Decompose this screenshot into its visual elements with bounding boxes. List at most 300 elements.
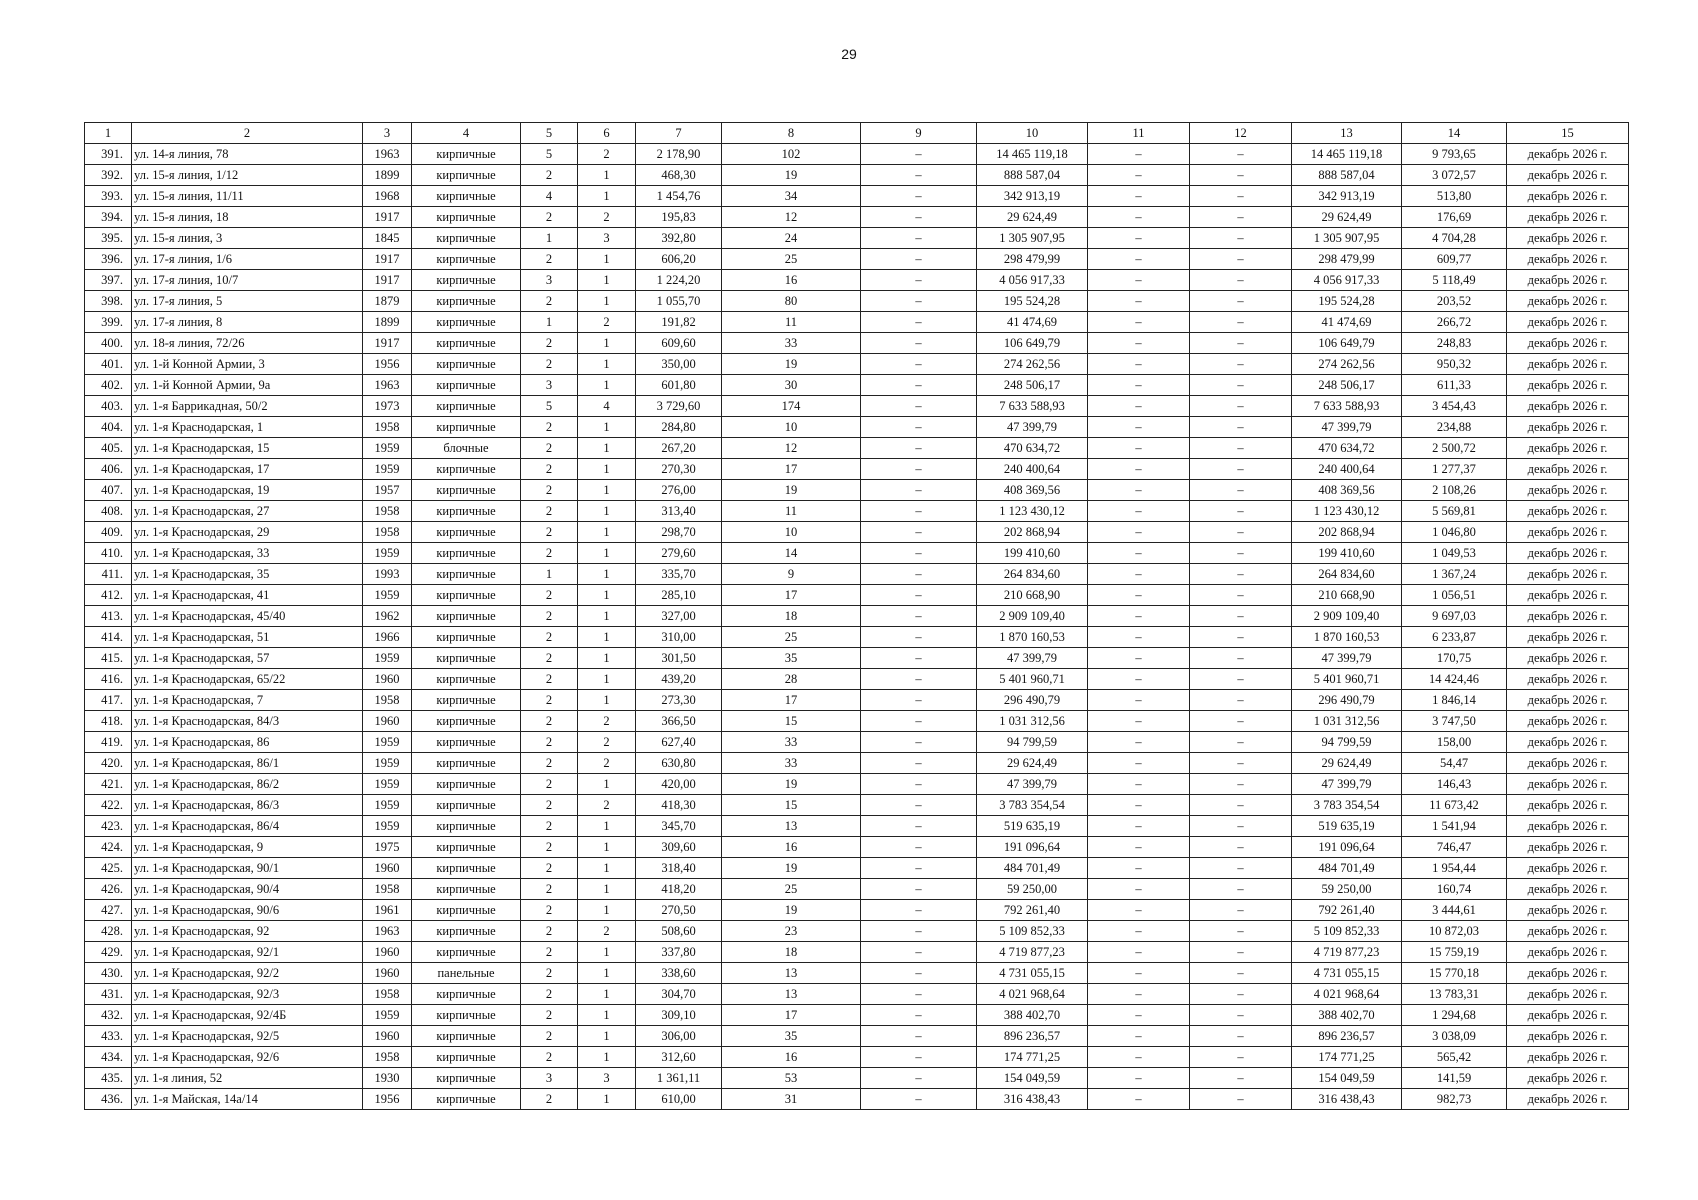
table-cell-col-7: 309,60 [636, 837, 722, 858]
table-cell-col-6: 1 [578, 606, 636, 627]
table-cell-col-5: 2 [521, 1005, 578, 1026]
table-cell-col-12: – [1190, 144, 1292, 165]
table-cell-col-10: 1 870 160,53 [977, 627, 1088, 648]
table-row [85, 228, 1629, 249]
column-header-3: 3 [363, 123, 412, 144]
table-cell-col-5: 2 [521, 459, 578, 480]
table-cell-col-14: 203,52 [1402, 291, 1507, 312]
table-cell-col-14: 565,42 [1402, 1047, 1507, 1068]
table-cell-col-7: 630,80 [636, 753, 722, 774]
table-cell-col-13: 792 261,40 [1292, 900, 1402, 921]
table-cell-col-12: – [1190, 186, 1292, 207]
table-cell-col-7: 310,00 [636, 627, 722, 648]
table-cell-col-5: 2 [521, 669, 578, 690]
table-cell-col-5: 2 [521, 165, 578, 186]
table-cell-col-2: ул. 17-я линия, 8 [132, 312, 363, 333]
table-cell-col-1: 402. [85, 375, 132, 396]
table-cell-col-2: ул. 1-я Краснодарская, 17 [132, 459, 363, 480]
table-cell-col-11: – [1088, 648, 1190, 669]
table-cell-col-14: 4 704,28 [1402, 228, 1507, 249]
table-cell-col-2: ул. 1-я Краснодарская, 92/3 [132, 984, 363, 1005]
table-cell-col-15: декабрь 2026 г. [1507, 795, 1629, 816]
table-cell-col-13: 888 587,04 [1292, 165, 1402, 186]
table-cell-col-15: декабрь 2026 г. [1507, 1068, 1629, 1089]
table-cell-col-10: 4 731 055,15 [977, 963, 1088, 984]
table-cell-col-5: 2 [521, 480, 578, 501]
table-cell-col-1: 403. [85, 396, 132, 417]
table-cell-col-2: ул. 1-я Краснодарская, 92/5 [132, 1026, 363, 1047]
table-cell-col-8: 19 [722, 165, 861, 186]
table-cell-col-7: 270,50 [636, 900, 722, 921]
table-row [85, 942, 1629, 963]
table-cell-col-15: декабрь 2026 г. [1507, 1005, 1629, 1026]
table-cell-col-10: 41 474,69 [977, 312, 1088, 333]
table-cell-col-6: 1 [578, 585, 636, 606]
table-cell-col-8: 13 [722, 963, 861, 984]
table-cell-col-14: 141,59 [1402, 1068, 1507, 1089]
table-cell-col-10: 202 868,94 [977, 522, 1088, 543]
table-cell-col-3: 1966 [363, 627, 412, 648]
table-cell-col-4: кирпичные [412, 417, 521, 438]
table-cell-col-9: – [861, 291, 977, 312]
column-header-6: 6 [578, 123, 636, 144]
table-row [85, 858, 1629, 879]
table-cell-col-5: 2 [521, 816, 578, 837]
table-row [85, 144, 1629, 165]
table-cell-col-14: 982,73 [1402, 1089, 1507, 1110]
table-row [85, 354, 1629, 375]
table-cell-col-2: ул. 1-я Краснодарская, 65/22 [132, 669, 363, 690]
table-cell-col-4: кирпичные [412, 249, 521, 270]
table-cell-col-3: 1959 [363, 732, 412, 753]
table-cell-col-3: 1879 [363, 291, 412, 312]
table-cell-col-9: – [861, 438, 977, 459]
table-cell-col-13: 7 633 588,93 [1292, 396, 1402, 417]
table-cell-col-14: 248,83 [1402, 333, 1507, 354]
table-cell-col-11: – [1088, 795, 1190, 816]
table-cell-col-2: ул. 1-я Краснодарская, 29 [132, 522, 363, 543]
table-cell-col-7: 392,80 [636, 228, 722, 249]
table-cell-col-6: 1 [578, 900, 636, 921]
table-row [85, 417, 1629, 438]
table-cell-col-7: 2 178,90 [636, 144, 722, 165]
table-cell-col-7: 468,30 [636, 165, 722, 186]
table-cell-col-7: 284,80 [636, 417, 722, 438]
table-cell-col-1: 429. [85, 942, 132, 963]
table-cell-col-4: кирпичные [412, 795, 521, 816]
table-cell-col-12: – [1190, 249, 1292, 270]
table-cell-col-6: 2 [578, 711, 636, 732]
table-cell-col-2: ул. 1-я Краснодарская, 92/1 [132, 942, 363, 963]
table-cell-col-12: – [1190, 291, 1292, 312]
table-cell-col-10: 298 479,99 [977, 249, 1088, 270]
table-cell-col-5: 1 [521, 312, 578, 333]
table-cell-col-15: декабрь 2026 г. [1507, 543, 1629, 564]
table-cell-col-12: – [1190, 585, 1292, 606]
table-cell-col-12: – [1190, 1047, 1292, 1068]
table-cell-col-7: 418,20 [636, 879, 722, 900]
column-header-13: 13 [1292, 123, 1402, 144]
table-cell-col-4: кирпичные [412, 543, 521, 564]
table-cell-col-6: 1 [578, 333, 636, 354]
table-cell-col-13: 199 410,60 [1292, 543, 1402, 564]
table-cell-col-10: 388 402,70 [977, 1005, 1088, 1026]
table-cell-col-3: 1845 [363, 228, 412, 249]
table-cell-col-13: 3 783 354,54 [1292, 795, 1402, 816]
table-cell-col-7: 276,00 [636, 480, 722, 501]
column-header-8: 8 [722, 123, 861, 144]
table-row [85, 375, 1629, 396]
table-cell-col-3: 1917 [363, 270, 412, 291]
table-cell-col-8: 12 [722, 207, 861, 228]
table-cell-col-1: 426. [85, 879, 132, 900]
table-cell-col-7: 304,70 [636, 984, 722, 1005]
table-cell-col-8: 17 [722, 459, 861, 480]
table-cell-col-14: 950,32 [1402, 354, 1507, 375]
table-cell-col-7: 609,60 [636, 333, 722, 354]
table-cell-col-7: 195,83 [636, 207, 722, 228]
table-cell-col-8: 33 [722, 753, 861, 774]
table-cell-col-3: 1899 [363, 165, 412, 186]
table-cell-col-14: 15 770,18 [1402, 963, 1507, 984]
table-cell-col-4: кирпичные [412, 669, 521, 690]
table-cell-col-3: 1917 [363, 207, 412, 228]
table-row [85, 312, 1629, 333]
table-cell-col-1: 416. [85, 669, 132, 690]
table-cell-col-8: 19 [722, 858, 861, 879]
table-cell-col-13: 210 668,90 [1292, 585, 1402, 606]
table-cell-col-6: 2 [578, 312, 636, 333]
table-cell-col-12: – [1190, 921, 1292, 942]
table-cell-col-9: – [861, 522, 977, 543]
table-cell-col-4: кирпичные [412, 375, 521, 396]
table-cell-col-15: декабрь 2026 г. [1507, 312, 1629, 333]
table-cell-col-5: 2 [521, 354, 578, 375]
table-cell-col-15: декабрь 2026 г. [1507, 669, 1629, 690]
table-cell-col-6: 1 [578, 669, 636, 690]
table-cell-col-14: 15 759,19 [1402, 942, 1507, 963]
table-cell-col-8: 102 [722, 144, 861, 165]
table-cell-col-13: 94 799,59 [1292, 732, 1402, 753]
table-cell-col-15: декабрь 2026 г. [1507, 291, 1629, 312]
table-cell-col-8: 31 [722, 1089, 861, 1110]
table-cell-col-1: 395. [85, 228, 132, 249]
table-cell-col-11: – [1088, 732, 1190, 753]
table-cell-col-4: кирпичные [412, 627, 521, 648]
table-cell-col-8: 23 [722, 921, 861, 942]
table-cell-col-4: кирпичные [412, 858, 521, 879]
table-cell-col-10: 274 262,56 [977, 354, 1088, 375]
column-header-7: 7 [636, 123, 722, 144]
table-cell-col-4: кирпичные [412, 354, 521, 375]
table-cell-col-7: 601,80 [636, 375, 722, 396]
table-cell-col-1: 421. [85, 774, 132, 795]
table-cell-col-10: 59 250,00 [977, 879, 1088, 900]
table-cell-col-13: 47 399,79 [1292, 648, 1402, 669]
column-header-10: 10 [977, 123, 1088, 144]
table-cell-col-10: 47 399,79 [977, 774, 1088, 795]
table-cell-col-15: декабрь 2026 г. [1507, 228, 1629, 249]
table-cell-col-11: – [1088, 984, 1190, 1005]
table-cell-col-9: – [861, 501, 977, 522]
table-cell-col-8: 19 [722, 354, 861, 375]
table-cell-col-11: – [1088, 942, 1190, 963]
table-cell-col-6: 1 [578, 165, 636, 186]
table-cell-col-13: 1 305 907,95 [1292, 228, 1402, 249]
table-cell-col-9: – [861, 564, 977, 585]
table-cell-col-15: декабрь 2026 г. [1507, 963, 1629, 984]
table-cell-col-9: – [861, 333, 977, 354]
table-cell-col-3: 1968 [363, 186, 412, 207]
table-cell-col-2: ул. 1-я Краснодарская, 84/3 [132, 711, 363, 732]
table-cell-col-5: 3 [521, 1068, 578, 1089]
column-header-5: 5 [521, 123, 578, 144]
table-cell-col-4: кирпичные [412, 228, 521, 249]
table-cell-col-7: 298,70 [636, 522, 722, 543]
table-cell-col-10: 4 056 917,33 [977, 270, 1088, 291]
table-cell-col-4: кирпичные [412, 774, 521, 795]
table-cell-col-3: 1959 [363, 459, 412, 480]
table-cell-col-9: – [861, 774, 977, 795]
table-cell-col-1: 412. [85, 585, 132, 606]
table-cell-col-15: декабрь 2026 г. [1507, 921, 1629, 942]
table-cell-col-1: 411. [85, 564, 132, 585]
table-cell-col-10: 174 771,25 [977, 1047, 1088, 1068]
table-cell-col-1: 430. [85, 963, 132, 984]
table-row [85, 270, 1629, 291]
table-cell-col-14: 9 697,03 [1402, 606, 1507, 627]
table-cell-col-4: панельные [412, 963, 521, 984]
table-cell-col-14: 1 277,37 [1402, 459, 1507, 480]
table-cell-col-15: декабрь 2026 г. [1507, 1026, 1629, 1047]
table-cell-col-12: – [1190, 711, 1292, 732]
table-cell-col-6: 1 [578, 186, 636, 207]
table-cell-col-13: 484 701,49 [1292, 858, 1402, 879]
table-cell-col-9: – [861, 837, 977, 858]
table-cell-col-10: 264 834,60 [977, 564, 1088, 585]
table-cell-col-4: кирпичные [412, 711, 521, 732]
table-cell-col-12: – [1190, 837, 1292, 858]
table-cell-col-10: 5 401 960,71 [977, 669, 1088, 690]
table-cell-col-7: 610,00 [636, 1089, 722, 1110]
table-row [85, 627, 1629, 648]
table-cell-col-5: 2 [521, 543, 578, 564]
table-cell-col-4: кирпичные [412, 333, 521, 354]
table-cell-col-12: – [1190, 1089, 1292, 1110]
table-cell-col-4: кирпичные [412, 606, 521, 627]
table-row [85, 1026, 1629, 1047]
table-cell-col-12: – [1190, 228, 1292, 249]
table-cell-col-11: – [1088, 375, 1190, 396]
table-cell-col-6: 1 [578, 417, 636, 438]
column-header-11: 11 [1088, 123, 1190, 144]
table-cell-col-15: декабрь 2026 г. [1507, 375, 1629, 396]
table-cell-col-2: ул. 1-я Краснодарская, 35 [132, 564, 363, 585]
table-cell-col-3: 1959 [363, 648, 412, 669]
table-cell-col-11: – [1088, 312, 1190, 333]
table-cell-col-15: декабрь 2026 г. [1507, 522, 1629, 543]
table-cell-col-5: 2 [521, 522, 578, 543]
table-cell-col-12: – [1190, 816, 1292, 837]
table-cell-col-6: 1 [578, 459, 636, 480]
table-cell-col-12: – [1190, 942, 1292, 963]
table-cell-col-10: 2 909 109,40 [977, 606, 1088, 627]
table-cell-col-7: 1 055,70 [636, 291, 722, 312]
table-cell-col-12: – [1190, 417, 1292, 438]
table-cell-col-4: кирпичные [412, 1089, 521, 1110]
table-cell-col-6: 1 [578, 627, 636, 648]
table-cell-col-2: ул. 18-я линия, 72/26 [132, 333, 363, 354]
table-cell-col-9: – [861, 858, 977, 879]
table-cell-col-10: 888 587,04 [977, 165, 1088, 186]
housing-register-table [84, 122, 1629, 1110]
table-cell-col-5: 3 [521, 270, 578, 291]
table-cell-col-14: 1 046,80 [1402, 522, 1507, 543]
table-cell-col-1: 417. [85, 690, 132, 711]
table-cell-col-7: 1 361,11 [636, 1068, 722, 1089]
table-cell-col-13: 195 524,28 [1292, 291, 1402, 312]
table-cell-col-15: декабрь 2026 г. [1507, 333, 1629, 354]
table-cell-col-11: – [1088, 396, 1190, 417]
table-cell-col-9: – [861, 648, 977, 669]
table-cell-col-12: – [1190, 354, 1292, 375]
table-cell-col-15: декабрь 2026 г. [1507, 606, 1629, 627]
table-cell-col-11: – [1088, 501, 1190, 522]
table-cell-col-12: – [1190, 606, 1292, 627]
table-cell-col-7: 1 224,20 [636, 270, 722, 291]
table-cell-col-5: 5 [521, 144, 578, 165]
table-cell-col-5: 2 [521, 585, 578, 606]
table-cell-col-5: 2 [521, 627, 578, 648]
table-cell-col-6: 1 [578, 879, 636, 900]
table-cell-col-7: 327,00 [636, 606, 722, 627]
table-cell-col-8: 34 [722, 186, 861, 207]
table-cell-col-14: 1 541,94 [1402, 816, 1507, 837]
table-cell-col-14: 1 056,51 [1402, 585, 1507, 606]
table-cell-col-4: кирпичные [412, 186, 521, 207]
table-cell-col-14: 234,88 [1402, 417, 1507, 438]
table-cell-col-9: – [861, 1089, 977, 1110]
table-cell-col-9: – [861, 543, 977, 564]
column-header-14: 14 [1402, 123, 1507, 144]
table-cell-col-2: ул. 1-я Краснодарская, 90/1 [132, 858, 363, 879]
table-cell-col-10: 199 410,60 [977, 543, 1088, 564]
table-cell-col-12: – [1190, 543, 1292, 564]
table-cell-col-9: – [861, 375, 977, 396]
table-cell-col-10: 14 465 119,18 [977, 144, 1088, 165]
table-cell-col-6: 2 [578, 207, 636, 228]
table-cell-col-9: – [861, 270, 977, 291]
table-cell-col-14: 2 108,26 [1402, 480, 1507, 501]
table-cell-col-15: декабрь 2026 г. [1507, 186, 1629, 207]
table-row [85, 795, 1629, 816]
table-cell-col-10: 519 635,19 [977, 816, 1088, 837]
table-cell-col-6: 1 [578, 942, 636, 963]
table-row [85, 249, 1629, 270]
table-cell-col-1: 396. [85, 249, 132, 270]
table-cell-col-11: – [1088, 459, 1190, 480]
table-cell-col-2: ул. 1-й Конной Армии, 9а [132, 375, 363, 396]
table-cell-col-3: 1963 [363, 144, 412, 165]
table-cell-col-2: ул. 1-я Краснодарская, 7 [132, 690, 363, 711]
table-cell-col-11: – [1088, 480, 1190, 501]
table-row [85, 186, 1629, 207]
table-cell-col-2: ул. 1-я Краснодарская, 86/1 [132, 753, 363, 774]
table-cell-col-10: 240 400,64 [977, 459, 1088, 480]
table-cell-col-13: 896 236,57 [1292, 1026, 1402, 1047]
table-cell-col-1: 414. [85, 627, 132, 648]
table-cell-col-1: 404. [85, 417, 132, 438]
table-cell-col-10: 4 021 968,64 [977, 984, 1088, 1005]
table-cell-col-5: 4 [521, 186, 578, 207]
table-cell-col-9: – [861, 480, 977, 501]
table-cell-col-14: 170,75 [1402, 648, 1507, 669]
table-cell-col-1: 415. [85, 648, 132, 669]
table-cell-col-6: 1 [578, 963, 636, 984]
table-cell-col-13: 274 262,56 [1292, 354, 1402, 375]
table-cell-col-8: 17 [722, 1005, 861, 1026]
table-cell-col-13: 14 465 119,18 [1292, 144, 1402, 165]
table-cell-col-3: 1958 [363, 522, 412, 543]
table-cell-col-12: – [1190, 669, 1292, 690]
table-cell-col-6: 3 [578, 228, 636, 249]
table-cell-col-5: 2 [521, 774, 578, 795]
table-cell-col-13: 5 401 960,71 [1292, 669, 1402, 690]
table-cell-col-2: ул. 1-я Краснодарская, 33 [132, 543, 363, 564]
table-cell-col-12: – [1190, 501, 1292, 522]
table-cell-col-4: кирпичные [412, 816, 521, 837]
table-cell-col-12: – [1190, 333, 1292, 354]
table-cell-col-4: кирпичные [412, 501, 521, 522]
table-cell-col-2: ул. 1-я Краснодарская, 15 [132, 438, 363, 459]
table-cell-col-14: 611,33 [1402, 375, 1507, 396]
table-cell-col-9: – [861, 900, 977, 921]
table-cell-col-5: 5 [521, 396, 578, 417]
table-cell-col-1: 419. [85, 732, 132, 753]
table-cell-col-3: 1958 [363, 690, 412, 711]
table-cell-col-10: 792 261,40 [977, 900, 1088, 921]
table-cell-col-11: – [1088, 690, 1190, 711]
table-cell-col-1: 410. [85, 543, 132, 564]
table-cell-col-8: 14 [722, 543, 861, 564]
table-cell-col-2: ул. 15-я линия, 18 [132, 207, 363, 228]
table-cell-col-11: – [1088, 837, 1190, 858]
table-cell-col-14: 1 846,14 [1402, 690, 1507, 711]
table-cell-col-9: – [861, 879, 977, 900]
table-cell-col-6: 1 [578, 438, 636, 459]
table-cell-col-5: 2 [521, 606, 578, 627]
table-cell-col-7: 627,40 [636, 732, 722, 753]
table-cell-col-13: 174 771,25 [1292, 1047, 1402, 1068]
table-cell-col-7: 270,30 [636, 459, 722, 480]
table-cell-col-3: 1959 [363, 543, 412, 564]
table-cell-col-10: 1 031 312,56 [977, 711, 1088, 732]
table-cell-col-11: – [1088, 858, 1190, 879]
table-row [85, 690, 1629, 711]
table-cell-col-14: 5 118,49 [1402, 270, 1507, 291]
table-cell-col-2: ул. 15-я линия, 1/12 [132, 165, 363, 186]
table-cell-col-14: 160,74 [1402, 879, 1507, 900]
table-row [85, 543, 1629, 564]
table-cell-col-10: 94 799,59 [977, 732, 1088, 753]
table-cell-col-11: – [1088, 249, 1190, 270]
column-header-1: 1 [85, 123, 132, 144]
table-cell-col-11: – [1088, 753, 1190, 774]
table-cell-col-2: ул. 15-я линия, 11/11 [132, 186, 363, 207]
table-cell-col-13: 264 834,60 [1292, 564, 1402, 585]
table-cell-col-6: 1 [578, 1047, 636, 1068]
table-cell-col-7: 267,20 [636, 438, 722, 459]
